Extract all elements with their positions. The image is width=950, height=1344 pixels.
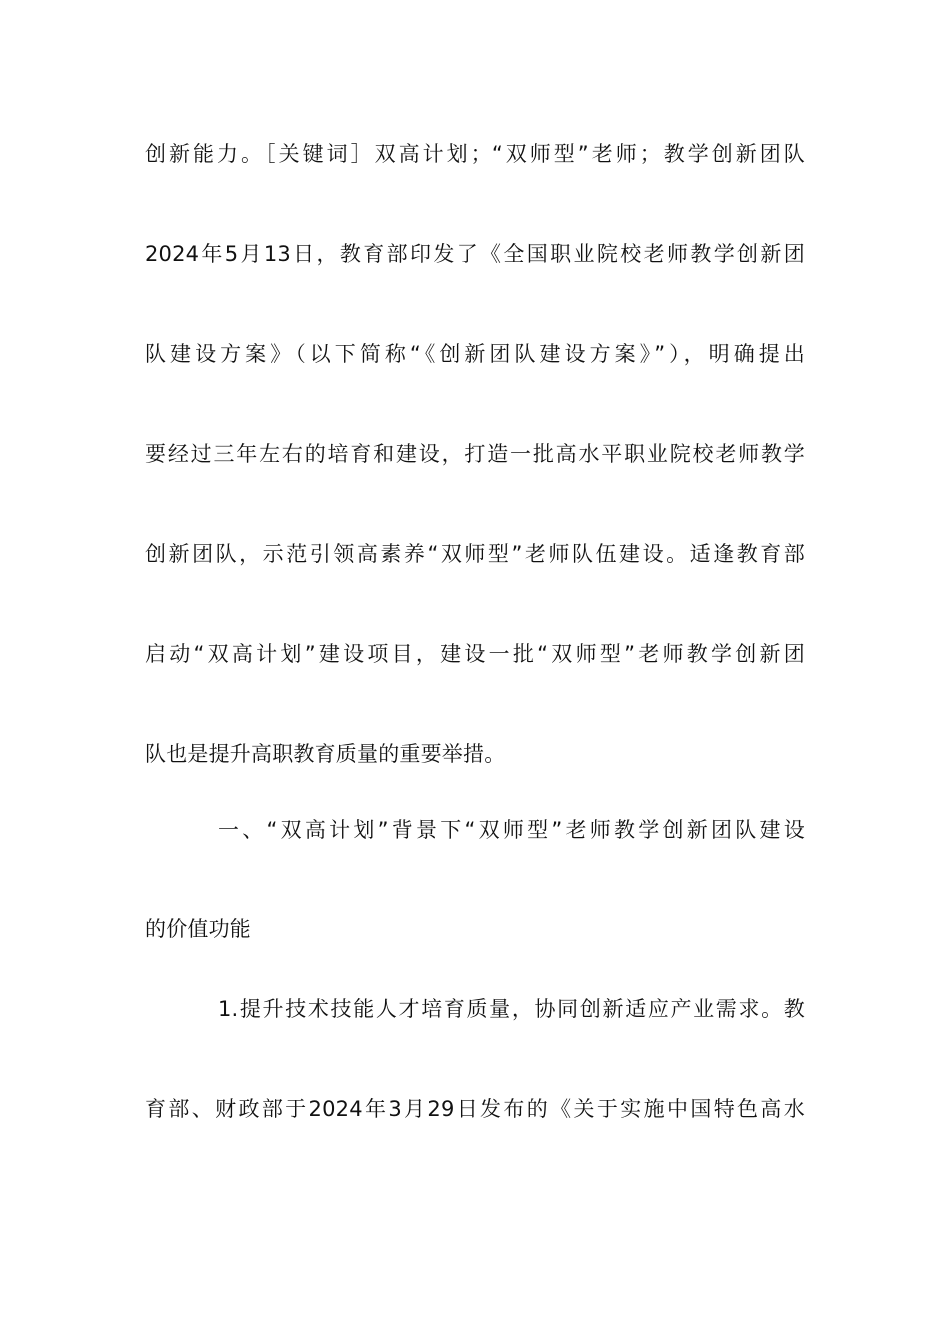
body-text-line: 1.提升技术技能人才培育质量，协同创新适应产业需求。教 (218, 997, 805, 1021)
section-heading-line: 的价值功能 (145, 917, 251, 941)
body-text-line: 队也是提升高职教育质量的重要举措。 (145, 742, 506, 766)
body-text-line: 2024年5月13日，教育部印发了《全国职业院校老师教学创新团 (145, 242, 805, 266)
body-text-line: 队建设方案》（以下简称“《创新团队建设方案》”），明确提出 (145, 342, 805, 366)
section-heading-line: 一、“双高计划”背景下“双师型”老师教学创新团队建设 (218, 818, 805, 842)
body-text-line: 育部、财政部于2024年3月29日发布的《关于实施中国特色高水 (145, 1097, 805, 1121)
body-text-line: 创新团队，示范引领高素养“双师型”老师队伍建设。适逢教育部 (145, 542, 805, 566)
body-text-line: 创新能力。［关键词］双高计划；“双师型”老师；教学创新团队 (145, 142, 805, 166)
body-text-line: 要经过三年左右的培育和建设，打造一批高水平职业院校老师教学 (145, 442, 805, 466)
body-text-line: 启动“双高计划”建设项目，建设一批“双师型”老师教学创新团 (145, 642, 805, 666)
